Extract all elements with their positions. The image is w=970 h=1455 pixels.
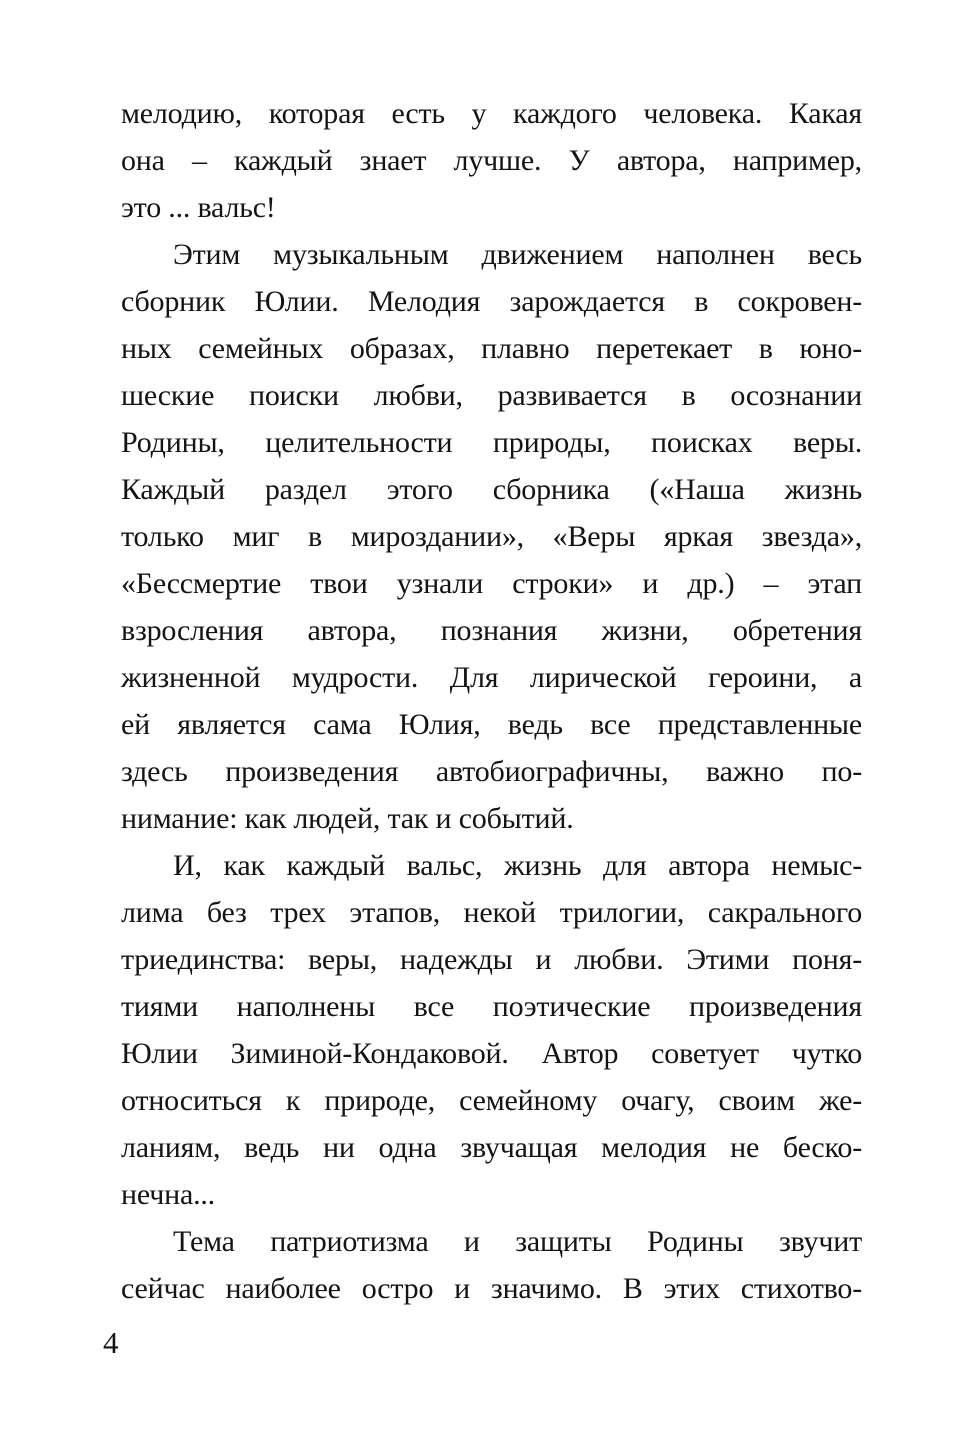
text-line: взросления автора, познания жизни, обретения xyxy=(121,614,862,647)
text-line: «Бессмертие твои узнали строки» и др.) – этап xyxy=(121,567,862,600)
text-line: лима без трех этапов, некой трилогии, сакрального xyxy=(121,896,862,929)
text-line: нимание: как людей, так и событий. xyxy=(121,802,574,835)
text-line: нечна... xyxy=(121,1178,215,1211)
text-line: шеские поиски любви, развивается в осознании xyxy=(121,379,862,412)
text-line: здесь произведения автобиографичны, важно по- xyxy=(121,755,862,788)
text-line: Каждый раздел этого сборника («Наша жизнь xyxy=(121,473,862,506)
text-line: ных семейных образах, плавно перетекает в юно- xyxy=(121,332,862,365)
text-line: сейчас наиболее остро и значимо. В этих стихотво- xyxy=(121,1272,862,1305)
text-line: относиться к природе, семейному очагу, своим же- xyxy=(121,1084,862,1117)
text-line: триединства: веры, надежды и любви. Этими поня- xyxy=(121,943,862,976)
text-line: сборник Юлии. Мелодия зарождается в сокровен- xyxy=(121,285,862,318)
page-number: 4 xyxy=(103,1325,119,1360)
text-line: ланиям, ведь ни одна звучащая мелодия не беско- xyxy=(121,1131,862,1164)
text-line: только миг в мироздании», «Веры яркая звезда», xyxy=(121,520,862,553)
text-line: жизненной мудрости. Для лирической героини, а xyxy=(121,661,862,694)
text-line: тиями наполнены все поэтические произведения xyxy=(121,990,862,1023)
text-line: Этим музыкальным движением наполнен весь xyxy=(173,238,862,271)
text-line: Юлии Зиминой-Кондаковой. Автор советует чутко xyxy=(121,1037,862,1070)
text-line: Родины, целительности природы, поисках веры. xyxy=(121,426,862,459)
text-line: это ... вальс! xyxy=(121,191,276,224)
text-line: Тема патриотизма и защиты Родины звучит xyxy=(173,1225,862,1258)
text-line: она – каждый знает лучше. У автора, например, xyxy=(121,144,862,177)
text-line: мелодию, которая есть у каждого человека. Какая xyxy=(121,97,862,130)
page-text xyxy=(121,90,862,1312)
text-line: И, как каждый вальс, жизнь для автора немыс- xyxy=(173,849,862,882)
text-line: ей является сама Юлия, ведь все представленные xyxy=(121,708,862,741)
